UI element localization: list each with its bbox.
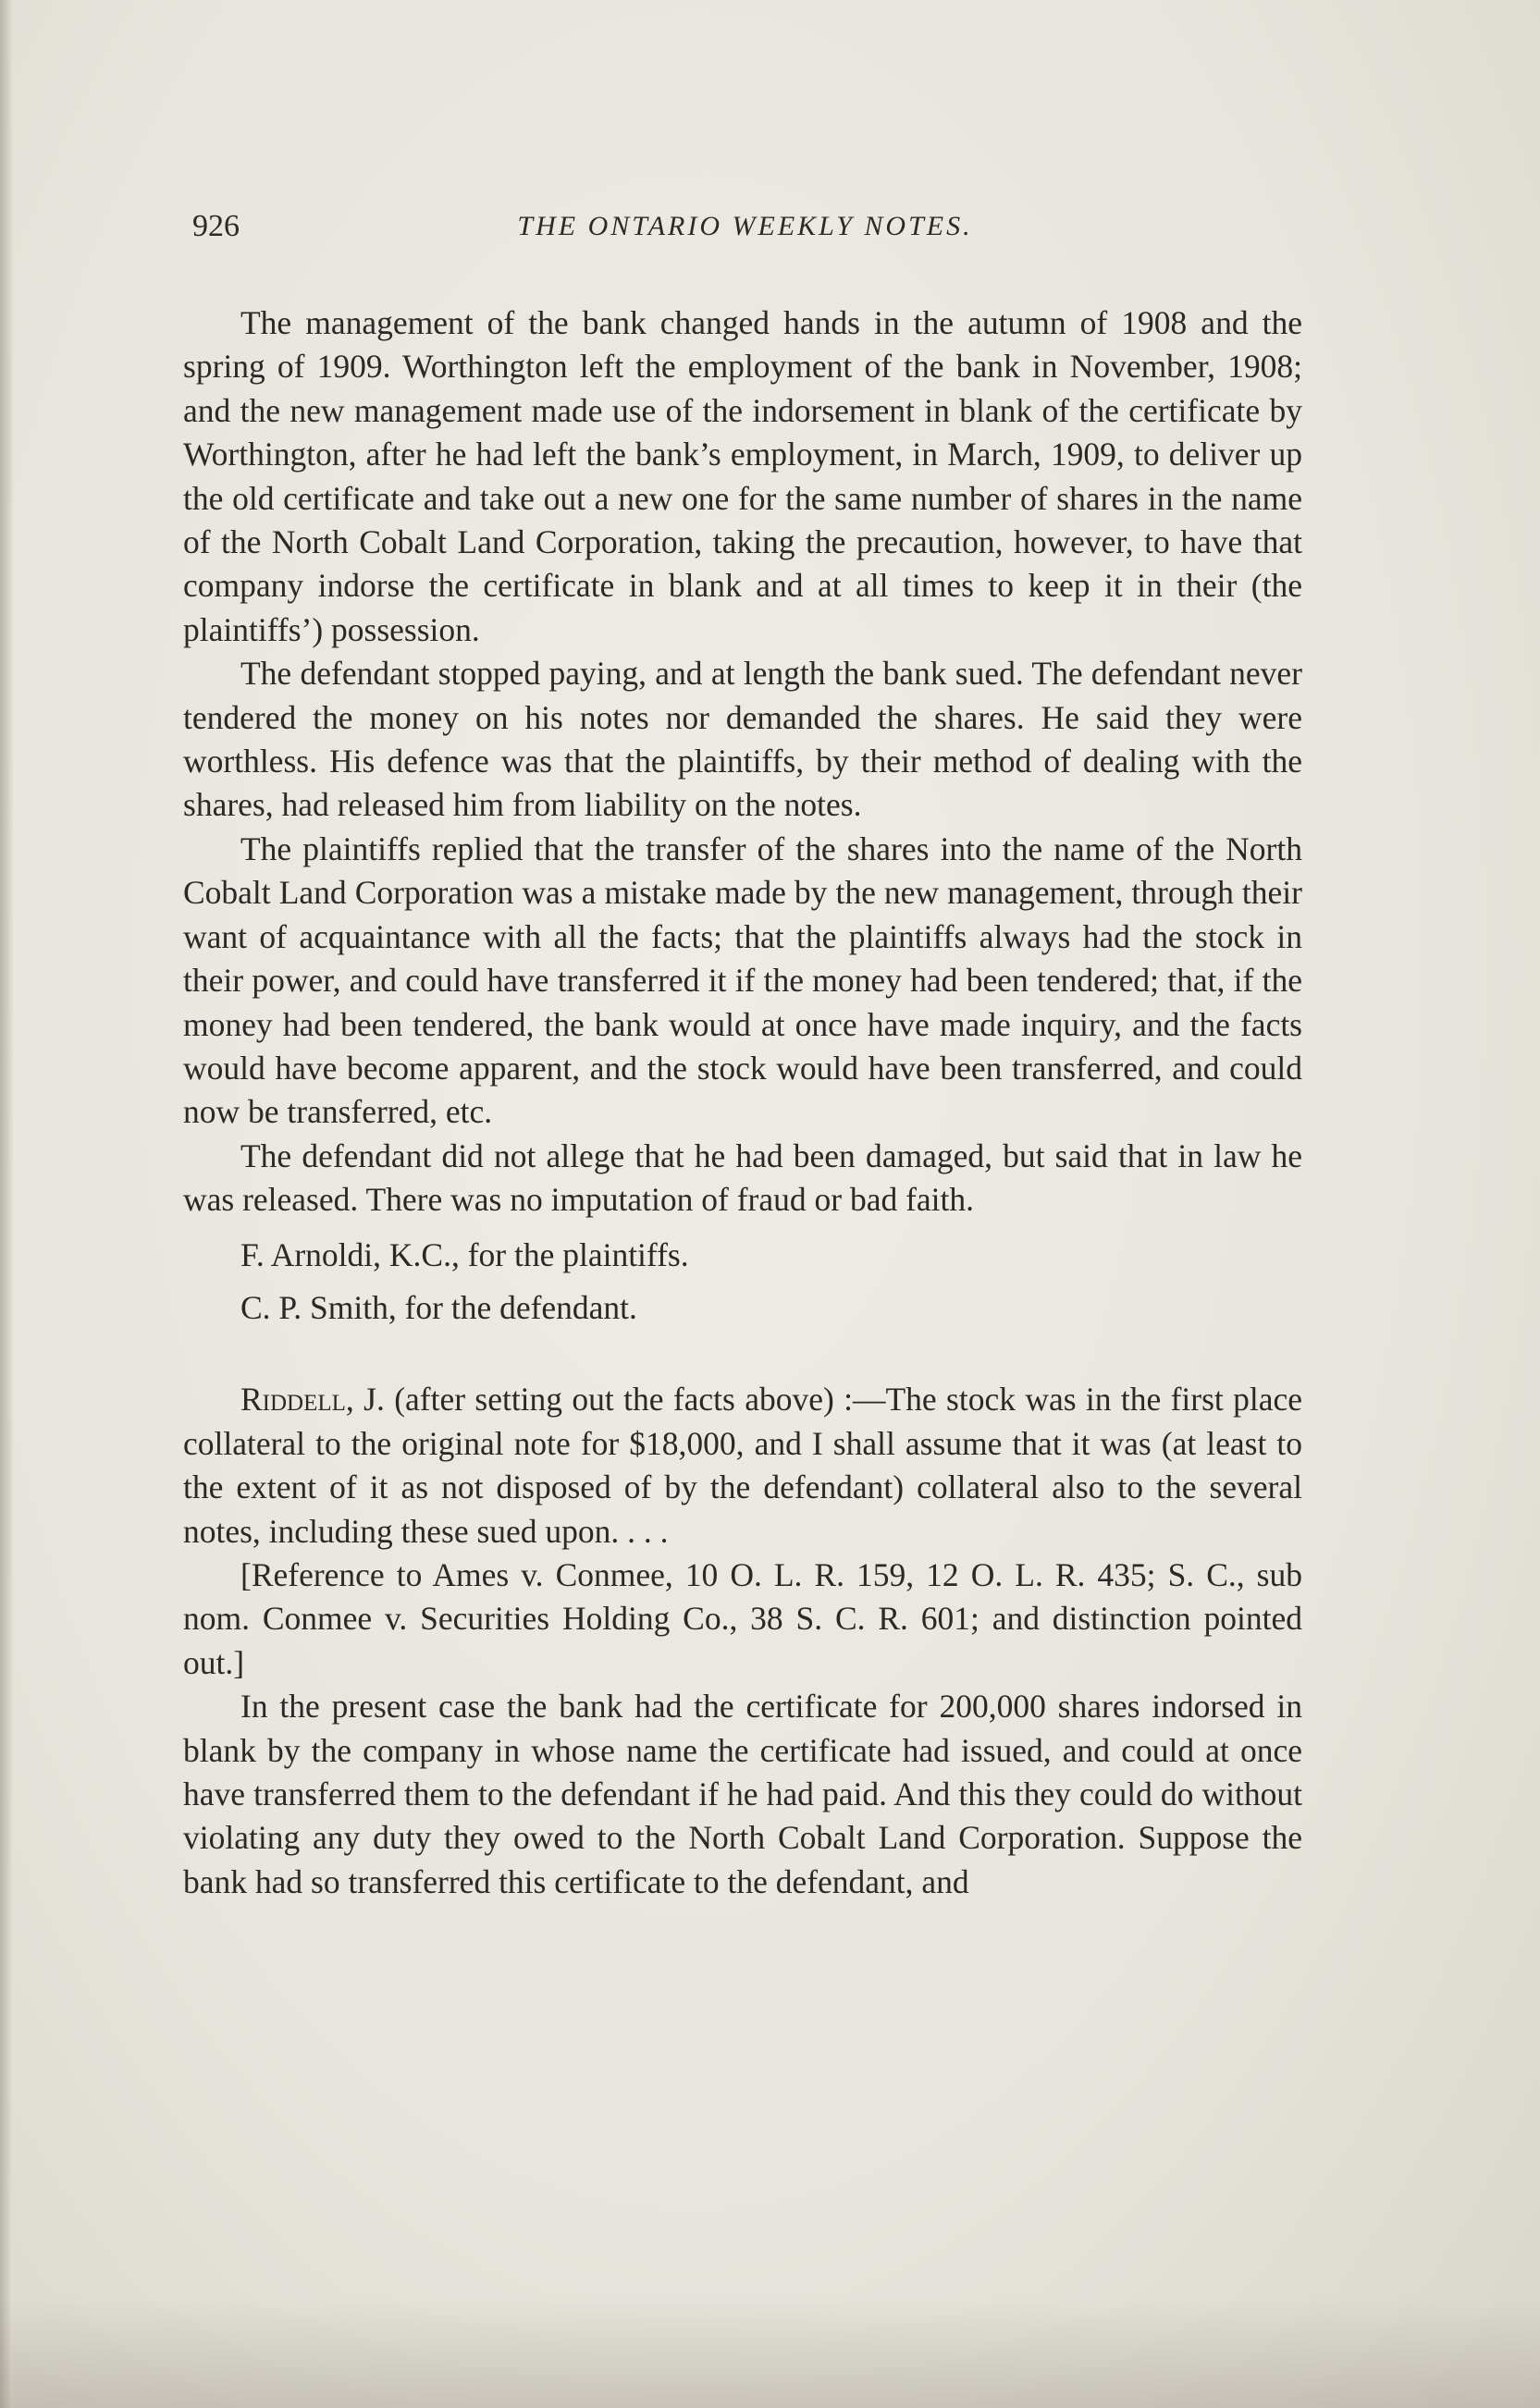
judgment-opening-text: (after setting out the facts above) :—The stock was in the first place collateral to the original note for $18,000, and I shall assume that it was (at least to the extent of it as not disposed of by the defendant) collateral also to the several notes, including these sued upon. . . . [183,1381,1302,1550]
running-title: THE ONTARIO WEEKLY NOTES. [517,211,973,241]
paragraph-defendant-stopped-paying: The defendant stopped paying, and at length the bank sued. The defendant never tendered the money on his notes nor demanded the shares. He said they were worthless. His defence was that the plaintiffs, by their method of dealing with the shares, had released him from liability on the notes. [183,655,1302,824]
paragraph-plaintiffs-reply: The plaintiffs replied that the transfer of the shares into the name of the North Cobalt Land Corporation was a mistake made by the new management, through their want of acquaintance with all the facts; that the plaintiffs always had the stock in their power, and could have transferred it if the money had been tendered; that, if the money had been tendered, the bank would at once have made inquiry, and the facts would have become apparent, and the stock would have been transferred, and could now be transferred, etc. [183,829,1302,1131]
page-header [192,209,1298,255]
page-number: 926 [192,209,240,243]
reference-paragraph: [Reference to Ames v. Conmee, 10 O. L. R. 159, 12 O. L. R. 435; S. C., sub nom. Conmee v. Securities Holding Co., 38 S. C. R. 601; and distinction pointed out.] [183,1555,1302,1681]
paragraph-management-change: The management of the bank changed hands in the autumn of 1908 and the spring of 1909. Worthington left the employment of the bank in November, 1908; and the new management made use of the indorsement in blank of the certificate by Worthington, after he had left the bank’s employment, in March, 1909, to deliver up the old certificate and take out a new one for the same number of shares in the name of the North Cobalt Land Corporation, taking the precaution, however, to have that company indorse the certificate in blank and at all times to keep it in their (the plaintiffs’) possession. [183,304,1302,648]
body-text [183,301,1302,1904]
paragraph-no-damage-alleged: The defendant did not allege that he had been damaged, but said that in law he was released. There was no imputation of fraud or bad faith. [183,1136,1302,1219]
judgment-opening [183,1378,1302,1554]
counsel-plaintiffs: F. Arnoldi, K.C., for the plaintiffs. [240,1235,689,1273]
judgment-continuation: In the present case the bank had the certificate for 200,000 shares indorsed in blank by the company in whose name the certificate had issued, and could at once have transferred them to the defendant if he had paid. And this they could do without violating any duty they owed to the North Cobalt Land Corporation. Suppose the bank had so transferred this certificate to the defendant, and [183,1688,1302,1900]
counsel-defendant: C. P. Smith, for the defendant. [240,1288,637,1326]
judge-name: Riddell, J. [240,1381,385,1419]
